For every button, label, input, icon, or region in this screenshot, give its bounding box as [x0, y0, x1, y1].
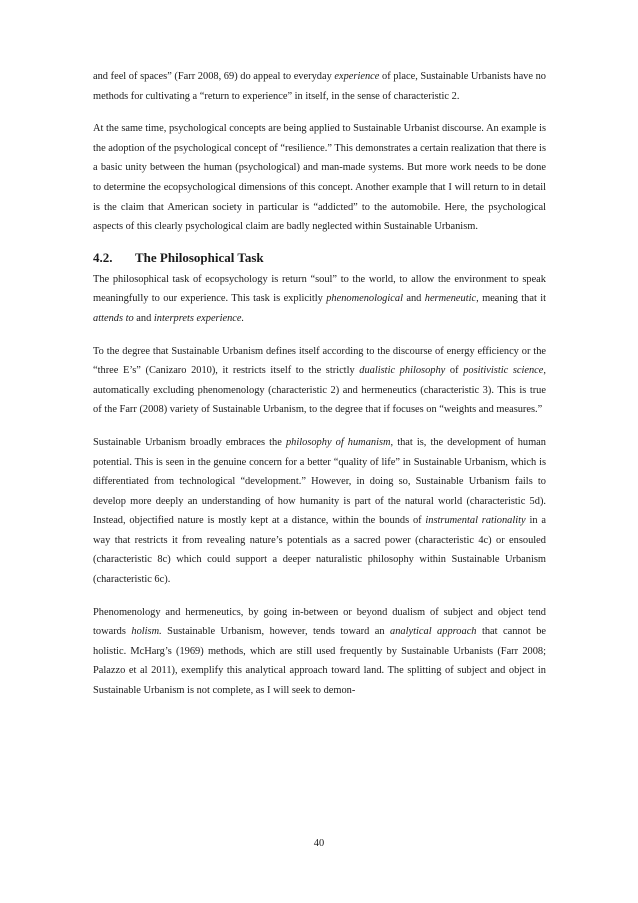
text-run: and — [133, 312, 154, 324]
paragraph — [93, 342, 546, 420]
section-number: 4.2. — [93, 249, 113, 265]
italic-run: experience — [334, 71, 380, 82]
text-run: To the degree that Sustainable Urbanism defines itself according to the discourse of energy efficiency or the “three E’s” (Canizaro 2010), it restricts itself to the strictly — [93, 345, 546, 377]
italic-run: attends to — [93, 312, 134, 324]
text-run: The philosophical task of ecopsychology is return “soul” to the world, to allow the environment to speak meaningfully to our experience. This task is explicitly — [93, 273, 546, 305]
paragraph — [93, 67, 546, 106]
section-title: The Philosophical Task — [135, 249, 264, 265]
italic-run: phenomenological — [326, 293, 403, 305]
text-run: in a way that restricts it from revealing nature’s potentials as a sacred power (characteristic 4c) or ensouled (characteristic 8c) which could support a deeper naturalistic philosophy within Sustainable Urbanism (characteristic 6c). — [93, 515, 546, 586]
paragraph — [93, 433, 546, 590]
text-run: At the same time, psychological concepts are being applied to Sustainable Urbanist discourse. An example is the adoption of the psychological concept of “resilience.” This demonstrates a certain realization that there is a basic unity between the human (psychological) and man-made systems. But more work needs to be done to determine the ecopsychological dimensions of this concept. Another example that I will return to in detail is the claim that American society in particular is “addicted” to the automobile. Here, the psychological aspects of this clearly psychological claim are badly neglected within Sustainable Urbanism. — [93, 123, 546, 233]
text-run: Sustainable Urbanism, however, tends toward an — [161, 626, 391, 638]
text-run: of — [445, 365, 464, 377]
text-block-before-heading — [93, 67, 546, 237]
italic-run: philosophy of humanism — [285, 436, 391, 448]
italic-run: positivistic science — [463, 365, 544, 377]
paragraph — [93, 603, 546, 701]
italic-run: instrumental rationality — [425, 515, 526, 527]
italic-run: interprets experience. — [153, 312, 245, 324]
italic-run: hermeneutic, — [424, 293, 479, 305]
text-run: , that is, the development of human potential. This is seen in the genuine concern for a better “quality of life” in Sustainable Urbanism, which is differentiated from technological “development.” However, in doing so, Sustainable Urbanism fails to develop more deeply an understanding of how humanity is part of the natural world (characteristic 5d). Instead, objectified nature is mostly kept at a distance, within the bounds of — [93, 436, 546, 527]
italic-run: dualistic philosophy — [359, 365, 446, 377]
italic-run: analytical approach — [390, 626, 477, 638]
text-run: Sustainable Urbanism broadly embraces the — [93, 436, 286, 448]
document-page — [93, 67, 546, 714]
paragraph — [93, 270, 546, 329]
italic-run: holism. — [131, 626, 162, 638]
text-run: of place, Sustainable Urbanists have no methods for cultivating a “return to experience” in itself, in the sense of characteristic 2. — [93, 71, 546, 102]
page-number: 40 — [313, 838, 325, 849]
text-run: and feel of spaces” (Farr 2008, 69) do appeal to everyday — [93, 71, 335, 82]
paragraph — [93, 119, 546, 237]
text-block-after-heading — [93, 270, 546, 701]
text-run: and — [402, 293, 425, 305]
text-run: , automatically excluding phenomenology (characteristic 2) and hermeneutics (characteristic 3). This is true of the Farr (2008) variety of Sustainable Urbanism, to the degree that if focuses on “weights and measures.” — [93, 365, 547, 416]
text-run: that cannot be holistic. McHarg’s (1969) methods, which are still used frequently by Sustainable Urbanists (Farr 2008; Palazzo et al 2011), exemplify this analytical approach toward land. The splitting of subject and object in Sustainable Urbanism is not complete, as I will seek to demon- — [93, 626, 546, 697]
section-heading — [93, 250, 546, 266]
text-run: meaning that it — [478, 293, 546, 305]
text-run: Phenomenology and hermeneutics, by going in-between or beyond dualism of subject and object tend towards — [93, 606, 546, 638]
